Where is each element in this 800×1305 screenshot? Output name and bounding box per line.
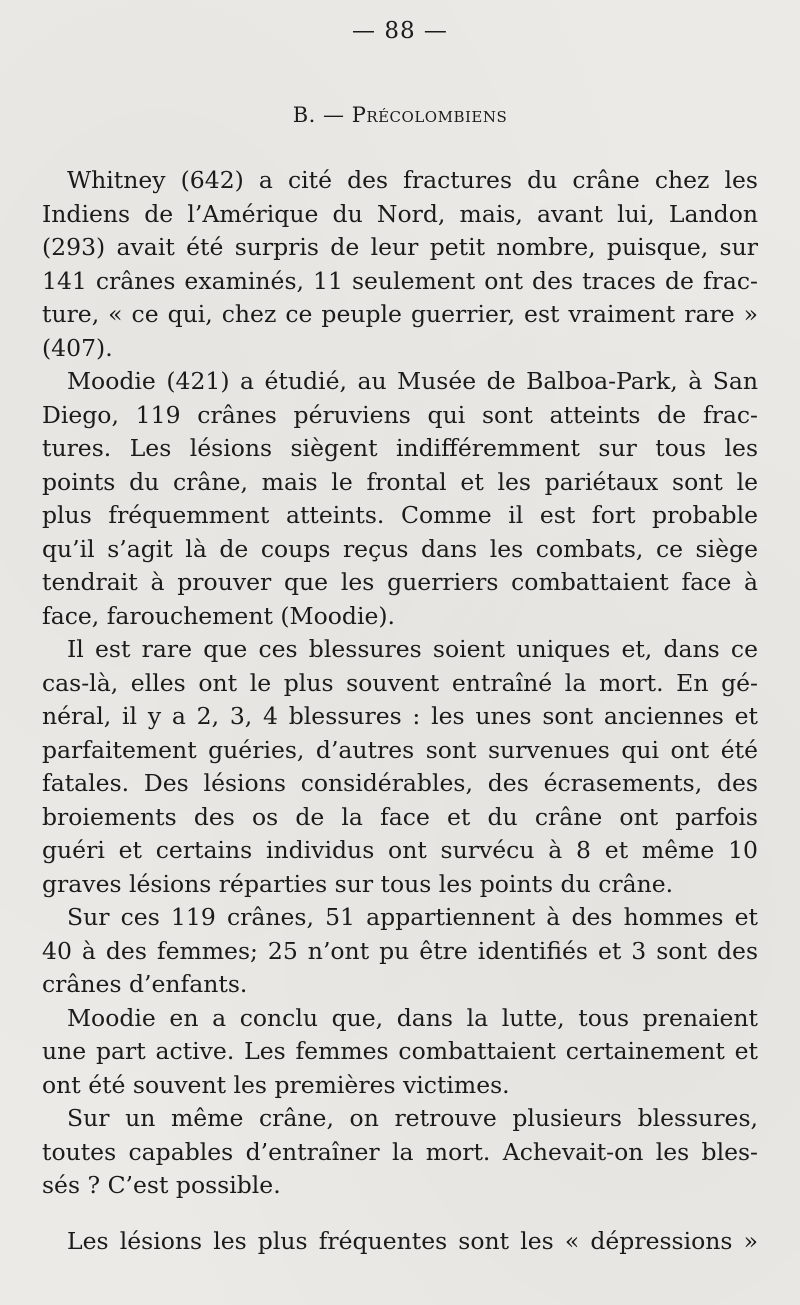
text-line: crânes d’enfants. <box>42 970 248 998</box>
text-line: fatales. Des lésions considérables, des écrasements, des <box>42 769 758 797</box>
text-line: néral, il y a 2, 3, 4 blessures : les unes sont anciennes et <box>42 702 758 730</box>
text-line: Moodie en a conclu que, dans la lutte, tous prenaient <box>67 1003 758 1032</box>
text-line: (407). <box>42 333 113 362</box>
text-line: une part active. Les femmes combattaient certainement et <box>42 1037 758 1065</box>
text-line: ont été souvent les premières victimes. <box>42 1070 510 1099</box>
text-line: tures. Les lésions siègent indifféremment sur tous les <box>42 434 758 462</box>
section-title: Précolombiens <box>351 103 508 127</box>
text-line: Whitney (642) a cité des fractures du crâne chez les <box>67 166 758 194</box>
section-letter: B. — <box>292 103 352 127</box>
page-number: — 88 — <box>352 18 448 44</box>
text-line: graves lésions réparties sur tous les points du crâne. <box>42 869 674 898</box>
body-text <box>42 164 758 1258</box>
text-line: face, farouchement (Moodie). <box>42 601 396 630</box>
text-line: Indiens de l’Amérique du Nord, mais, avant lui, Landon <box>42 199 758 228</box>
text-line: 141 crânes examinés, 11 seulement ont des traces de frac- <box>42 266 758 295</box>
section-heading <box>0 103 800 127</box>
text-line: qu’il s’agit là de coups reçus dans les combats, ce siège <box>42 534 758 563</box>
text-line: tendrait à prouver que les guerriers combattaient face à <box>42 568 758 596</box>
text-line: Moodie (421) a étudié, au Musée de Balboa-Park, à San <box>67 367 758 395</box>
text-line: broiements des os de la face et du crâne ont parfois <box>42 802 758 831</box>
text-line: parfaitement guéries, d’autres sont survenues qui ont été <box>42 735 758 764</box>
text-line: Sur ces 119 crânes, 51 appartiennent à des hommes et <box>67 903 758 931</box>
text-line: toutes capables d’entraîner la mort. Achevait-on les bles- <box>42 1137 758 1166</box>
text-line: Sur un même crâne, on retrouve plusieurs blessures, <box>67 1104 758 1132</box>
text-line: Diego, 119 crânes péruviens qui sont atteints de frac- <box>42 400 758 429</box>
text-line: guéri et certains individus ont survécu à 8 et même 10 <box>42 836 758 864</box>
text-line: (293) avait été surpris de leur petit nombre, puisque, sur <box>42 233 758 261</box>
paragraph-gap <box>42 1203 758 1225</box>
text-line: 40 à des femmes; 25 n’ont pu être identifiés et 3 sont des <box>42 936 758 965</box>
text-line: Les lésions les plus fréquentes sont les « dépressions » <box>67 1226 758 1255</box>
text-line: plus fréquemment atteints. Comme il est fort probable <box>42 501 758 529</box>
text-line: ture, « ce qui, chez ce peuple guerrier, est vraiment rare » <box>42 300 758 328</box>
text-line: cas-là, elles ont le plus souvent entraîné la mort. En gé- <box>42 668 758 697</box>
text-line: points du crâne, mais le frontal et les pariétaux sont le <box>42 467 758 496</box>
text-line: sés ? C’est possible. <box>42 1171 281 1199</box>
text-line: Il est rare que ces blessures soient uniques et, dans ce <box>67 635 758 663</box>
